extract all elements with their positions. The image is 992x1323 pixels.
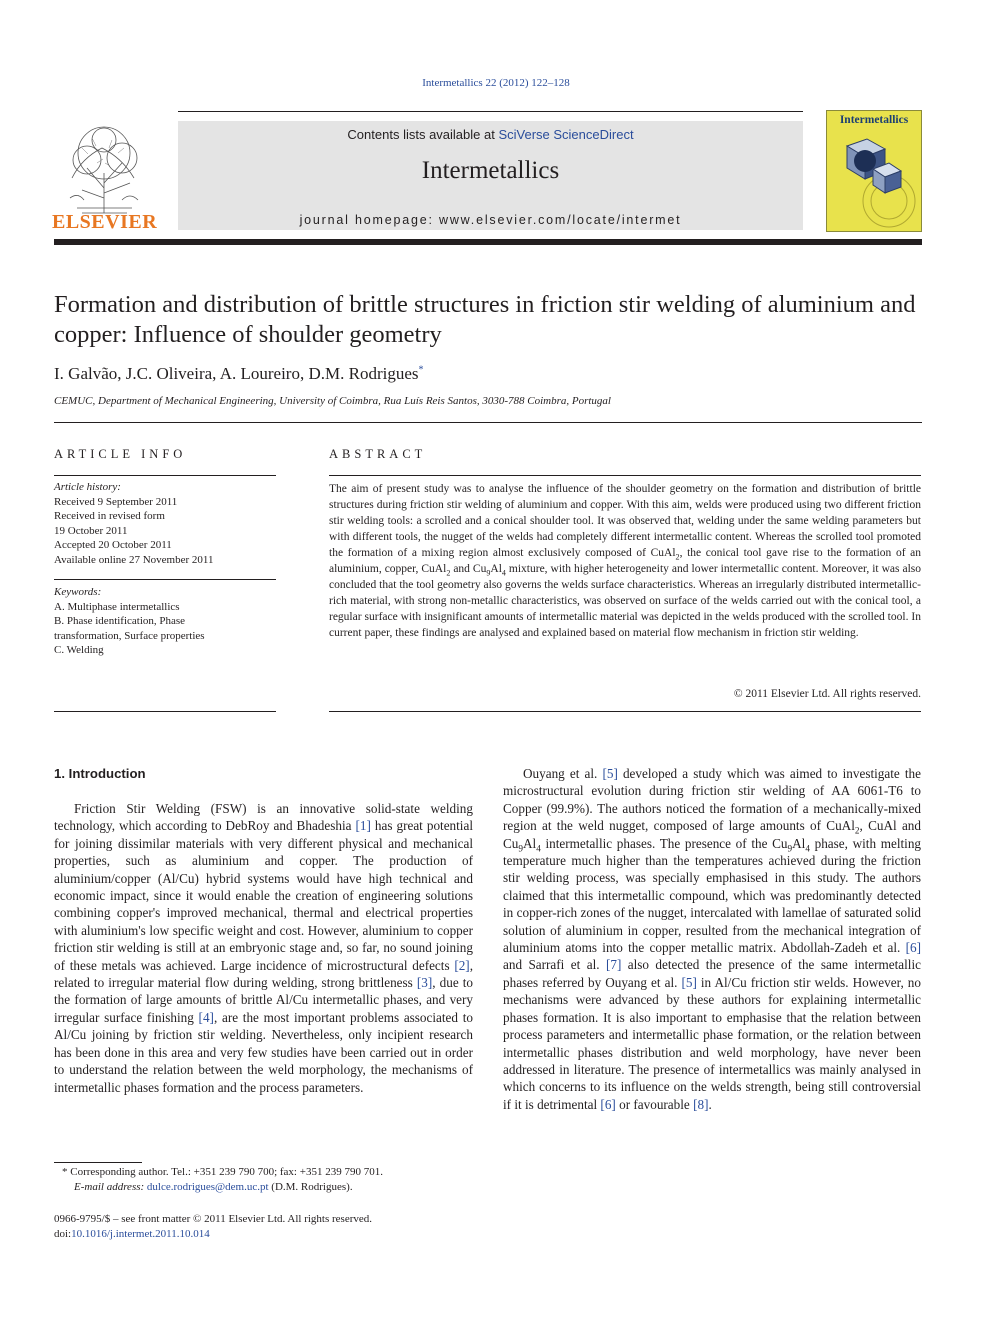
email-link[interactable]: dulce.rodrigues@dem.uc.pt xyxy=(146,1181,269,1193)
doi-link[interactable]: 10.1016/j.intermet.2011.10.014 xyxy=(71,1228,210,1240)
reference-link[interactable]: [8] xyxy=(693,1096,709,1112)
header-thick-rule xyxy=(54,239,922,245)
corresponding-author-footnote xyxy=(54,1165,473,1195)
introduction-paragraph-2: Ouyang et al. [5] developed a study which was aimed to investigate the microstructural evolution during friction stir welding of AA 6061-T6 to Copper (99.9%). The authors noticed the formation of a mechanically-mixed region at the weld nugget, composed of large amounts of CuAl$_2$, CuAl and $Cu_9Al_4$ intermetallic phases. The presence of the $Cu_9Al_4$ phase, with melting temperature much higher than the temperatures achieved during the friction stir welding process, was specially emphasised in this study. The authors claimed that this intermetallic compound, which was predominantly detected in copper-rich zones of the nugget, intercalated with lamellae of saturated solid solution of aluminium in copper, resulted from the mechanical integration of aluminium atoms into the copper metallic matrix. Abdollah-Zadeh et al. [6] and Sarrafi et al. [7] also detected the presence of the same intermetallic phases referred by Ouyang et al. [5] in Al/Cu friction stir welds. However, no mechanisms were advanced by these authors for explaining intermetallic phases formation. It is also important to emphasise that the relation between process parameters and intermetallic phase formation, or the relation between intermetallic phases distribution and weld morphology, have never been addressed in literature. The presence of intermetallics was mainly analysed in which concerns to its influence on the welds strength, being still controversial if it is detrimental [6] or favourable [8]. xyxy=(503,766,922,1112)
abstract-heading: ABSTRACT xyxy=(329,447,427,461)
journal-homepage[interactable]: journal homepage: www.elsevier.com/locate/intermet xyxy=(299,213,682,227)
corresponding-author-mark[interactable]: * xyxy=(418,364,424,376)
doi-label: doi: xyxy=(54,1228,72,1240)
reference-link[interactable]: [2] xyxy=(454,957,470,973)
contents-prefix: Contents lists available at xyxy=(347,127,499,142)
journal-name: Intermetallics xyxy=(421,157,560,184)
article-info-rule-top xyxy=(54,475,276,476)
author-list xyxy=(54,364,424,384)
reference-link[interactable]: [3] xyxy=(416,975,433,991)
elsevier-wordmark: ELSEVIER xyxy=(52,211,158,233)
abstract-text: The aim of present study was to analyse the influence of the shoulder geometry on the formation and distribution of brittle structures during friction stir welding of aluminium and copper. With this aim, welds were produced using two different friction stir welding tools: a scrolled and a conical shoulder tool. It was observed that, welding under the same welding parameters but with different tools, the nugget of the welds had completely different intermetallic content. Whereas the scrolled tool promoted the formation of a mixing region almost exclusively composed of CuAl$_2$, the conical tool gave rise to the formation of an aluminium, copper, CuAl$_2$ and $Cu_9Al_4$ mixture, with higher heterogeneity and lower intermetallic content. Moreover, it was also concluded that the tool geometry also governs the welds surface characteristics. Whereas an irregularly distributed intermetallic-rich material, with strong non-metallic characteristics, was observed on surface of the welds carried out with the conical tool, a regular surface with insignificant amounts of intermetallic material was depicted in the welds produced with the scrolled tool. In current paper, these findings are analysed and explained based on material flow mechanism in friction stir welding. xyxy=(329,483,922,639)
cover-cube-art-icon xyxy=(827,131,921,231)
abstract-rule-top xyxy=(329,475,921,476)
email-suffix: (D.M. Rodrigues). xyxy=(268,1181,353,1193)
affiliation: CEMUC, Department of Mechanical Engineering, University of Coimbra, Rua Luís Reis Santos, 3030-788 Coimbra, Portugal xyxy=(54,395,611,407)
article-info-rule-mid xyxy=(54,579,276,580)
sciencedirect-link[interactable]: SciVerse ScienceDirect xyxy=(498,127,634,142)
reference-link[interactable]: [5] xyxy=(602,766,618,781)
introduction-paragraph-1: Friction Stir Welding (FSW) is an innovative solid-state welding technology, which according to DebRoy and Bhadeshia [1] has great potential for joining dissimilar materials with very different physical and mechanical properties, such as aluminium and copper. The production of aluminium/copper (Al/Cu) hybrid systems would have high technical and economic impact, since it would enable the creation of engineering solutions combining copper's improved mechanical, thermal and electrical properties with aluminium's low specific weight and cost. However, aluminium to copper friction stir welding is still at an embryonic stage and, so far, no sound joining of these metals was achieved. Large incidence of microstructural defects [2], related to irregular material flow during welding, strong brittleness [3], due to the formation of large amounts of brittle Al/Cu intermetallic phases, and very irregular surface finishing [4], are the most important problems associated to Al/Cu joining by friction stir welding. Nevertheless, only incipient research has been done in this area and very few studies have been carried out in order to understand the relation between the weld morphology, the mechanisms of intermetallic phases formation and the process parameters. xyxy=(54,801,473,1095)
article-info-heading: ARTICLE INFO xyxy=(54,447,187,461)
journal-citation[interactable]: Intermetallics 22 (2012) 122–128 xyxy=(422,77,570,89)
keyword-line: C. Welding xyxy=(54,644,104,656)
abstract-rule-bottom xyxy=(329,711,921,712)
keywords xyxy=(54,585,276,658)
issn-line: 0966-9795/$ – see front matter © 2011 Elsevier Ltd. All rights reserved. xyxy=(54,1213,373,1225)
keywords-label: Keywords: xyxy=(54,586,102,598)
history-line: 19 October 2011 xyxy=(54,524,128,537)
reference-link[interactable]: [6] xyxy=(600,1096,616,1112)
contents-line xyxy=(178,127,803,142)
abstract-copyright: © 2011 Elsevier Ltd. All rights reserved. xyxy=(733,688,921,700)
email-label: E-mail address: xyxy=(74,1181,147,1193)
reference-link[interactable]: [6] xyxy=(905,940,921,956)
history-line: Available online 27 November 2011 xyxy=(54,553,214,566)
reference-link[interactable]: [1] xyxy=(355,818,371,834)
reference-link[interactable]: [7] xyxy=(605,957,622,973)
author-names: I. Galvão, J.C. Oliveira, A. Loureiro, D.M. Rodrigues xyxy=(54,364,419,383)
keyword-line: B. Phase identification, Phase xyxy=(54,615,186,627)
history-line: Received 9 September 2011 xyxy=(54,495,178,508)
issn-footer xyxy=(54,1212,372,1242)
cover-title: Intermetallics xyxy=(839,114,909,126)
reference-link[interactable]: [5] xyxy=(681,974,697,990)
keyword-line: A. Multiphase intermetallics xyxy=(54,600,180,613)
introduction-heading: 1. Introduction xyxy=(54,766,146,781)
article-title: Formation and distribution of brittle structures in friction stir welding of aluminium and copper: Influence of shoulder geometry xyxy=(54,291,916,348)
journal-banner xyxy=(178,121,803,230)
keyword-line: transformation, Surface properties xyxy=(54,629,205,642)
history-line: Accepted 20 October 2011 xyxy=(54,539,172,551)
footnote-rule xyxy=(54,1162,142,1163)
header-top-rule xyxy=(178,111,803,112)
reference-link[interactable]: [4] xyxy=(198,1009,214,1025)
footnote-contact: Corresponding author. Tel.: +351 239 790 700; fax: +351 239 790 701. xyxy=(70,1166,383,1178)
journal-cover-thumbnail[interactable] xyxy=(826,110,922,232)
history-line: Received in revised form xyxy=(54,510,165,522)
article-history xyxy=(54,480,276,567)
article-info-rule-bottom xyxy=(54,711,276,712)
footnote-mark: * xyxy=(62,1166,68,1178)
history-label: Article history: xyxy=(54,481,121,493)
title-rule xyxy=(54,422,922,423)
